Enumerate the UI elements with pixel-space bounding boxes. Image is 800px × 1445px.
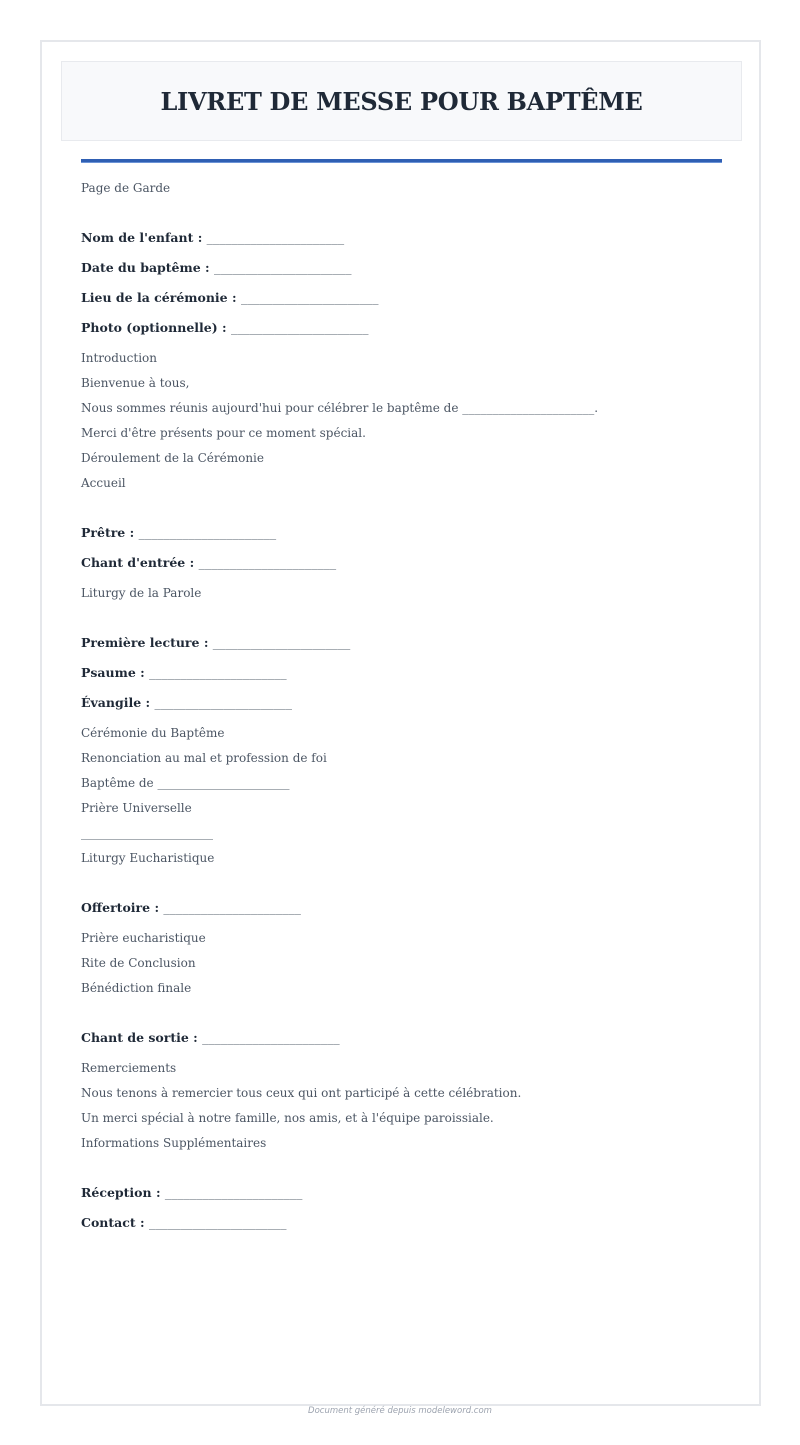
form-field-line — [81, 1185, 302, 1201]
fill-in-blank[interactable]: ______________________ — [157, 776, 290, 790]
text-line: Bénédiction finale — [81, 981, 192, 995]
fill-in-blank[interactable]: ______________________ — [198, 555, 337, 570]
field-label: Lieu de la cérémonie : — [81, 290, 237, 305]
form-field-line — [81, 1030, 340, 1046]
line-text: Nous sommes réunis aujourd'hui pour célébrer le baptême de — [81, 401, 459, 415]
form-field-line — [81, 260, 352, 276]
field-label: Réception : — [81, 1185, 161, 1200]
form-field-line — [81, 900, 301, 916]
line-text: Baptême de — [81, 776, 154, 790]
text-line: Un merci spécial à notre famille, nos amis, et à l'équipe paroissiale. — [81, 1111, 494, 1125]
text-line: Nous tenons à remercier tous ceux qui ont participé à cette célébration. — [81, 1086, 522, 1100]
fill-in-blank[interactable]: ______________________ — [81, 826, 213, 840]
text-line: Merci d'être présents pour ce moment spécial. — [81, 426, 366, 440]
fill-in-blank[interactable]: ______________________ — [212, 635, 351, 650]
field-label: Photo (optionnelle) : — [81, 320, 227, 335]
fill-in-blank[interactable]: ______________________ — [214, 260, 352, 275]
fill-in-blank[interactable]: ______________________ — [149, 665, 287, 680]
form-field-line — [81, 555, 336, 571]
fill-in-blank[interactable]: ______________________ — [148, 1215, 287, 1230]
form-field-line — [81, 635, 350, 651]
fill-in-blank[interactable]: ______________________ — [206, 230, 345, 245]
text-line: Cérémonie du Baptême — [81, 726, 225, 740]
fill-in-blank[interactable]: ______________________ — [240, 290, 379, 305]
text-with-blank-line — [81, 400, 598, 416]
field-label: Chant d'entrée : — [81, 555, 195, 570]
form-field-line — [81, 320, 368, 336]
text-line: Rite de Conclusion — [81, 956, 196, 970]
text-line: Liturgy de la Parole — [81, 586, 202, 600]
text-line: Accueil — [81, 476, 126, 490]
field-label: Nom de l'enfant : — [81, 230, 203, 245]
text-line: Déroulement de la Cérémonie — [81, 451, 264, 465]
fill-in-blank[interactable]: ______________________ — [202, 1030, 340, 1045]
form-field-line — [81, 290, 378, 306]
text-line: Bienvenue à tous, — [81, 376, 190, 390]
text-line: Remerciements — [81, 1061, 177, 1075]
text-line: Liturgy Eucharistique — [81, 851, 215, 865]
fill-in-blank[interactable]: ______________________ — [163, 900, 301, 915]
form-field-line — [81, 1215, 286, 1231]
text-with-blank-line — [81, 775, 289, 791]
title-divider — [81, 159, 722, 163]
field-label: Offertoire : — [81, 900, 160, 915]
field-label: Évangile : — [81, 695, 151, 710]
fill-in-blank[interactable]: ______________________ — [462, 401, 595, 415]
form-field-line — [81, 695, 292, 711]
text-line: Prière eucharistique — [81, 931, 206, 945]
field-label: Psaume : — [81, 665, 145, 680]
text-line: Renonciation au mal et profession de foi — [81, 751, 327, 765]
line-suffix: . — [594, 401, 599, 415]
field-label: Date du baptême : — [81, 260, 210, 275]
footer-credit: Document généré depuis modeleword.com — [308, 1406, 492, 1416]
text-line: Prière Universelle — [81, 801, 192, 815]
text-line: Introduction — [81, 351, 157, 365]
form-field-line — [81, 230, 344, 246]
fill-in-blank[interactable]: ______________________ — [138, 525, 277, 540]
form-field-line — [81, 525, 276, 541]
field-label: Chant de sortie : — [81, 1030, 198, 1045]
title-banner — [61, 61, 742, 141]
text-line: Informations Supplémentaires — [81, 1136, 267, 1150]
document-title: LIVRET DE MESSE POUR BAPTÊME — [160, 86, 643, 116]
document-page — [40, 40, 761, 1406]
fill-in-blank[interactable]: ______________________ — [230, 320, 369, 335]
field-label: Prêtre : — [81, 525, 135, 540]
fill-in-blank[interactable]: ______________________ — [164, 1185, 303, 1200]
form-field-line — [81, 665, 287, 681]
field-label: Contact : — [81, 1215, 145, 1230]
text-line: Page de Garde — [81, 181, 171, 195]
field-label: Première lecture : — [81, 635, 209, 650]
fill-in-blank[interactable]: ______________________ — [154, 695, 292, 710]
